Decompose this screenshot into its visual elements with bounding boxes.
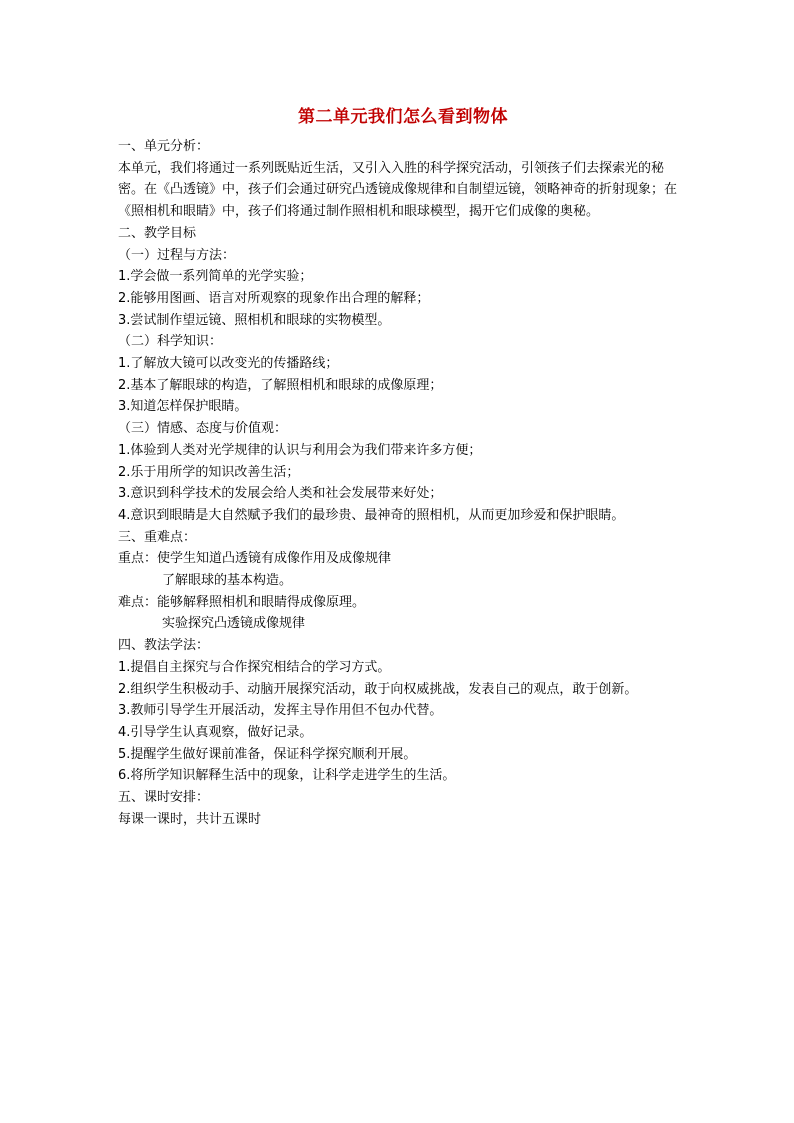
document-page	[118, 104, 688, 831]
list-item: 1.了解放大镜可以改变光的传播路线；	[118, 356, 339, 372]
document-title: 第二单元我们怎么看到物体	[298, 107, 508, 127]
difficulty-line: 难点：能够解释照相机和眼睛得成像原理。	[118, 594, 366, 610]
section-heading-teaching-goals: 二、教学目标	[118, 225, 197, 241]
key-point-line: 重点：使学生知道凸透镜有成像作用及成像规律	[118, 551, 392, 567]
list-item: 2.组织学生积极动手、动脑开展探究活动，敢于向权威挑战，发表自己的观点，敢于创新。	[118, 681, 638, 697]
list-item: 3.教师引导学生开展活动，发挥主导作用但不包办代替。	[118, 703, 443, 719]
goal-group-heading-process: （一）过程与方法：	[118, 247, 236, 263]
unit-analysis-paragraph: 本单元，我们将通过一系列既贴近生活，又引入入胜的科学探究活动，引领孩子们去探索光的秘密。在《凸透镜》中，孩子们会通过研究凸透镜成像规律和自制望远镜，领略神奇的折射现象；在《照相机和眼睛》中，孩子们将通过制作照相机和眼球模型，揭开它们成像的奥秘。	[118, 160, 678, 220]
section-heading-methods: 四、教法学法：	[118, 638, 210, 654]
list-item: 1.提倡自主探究与合作探究相结合的学习方式。	[118, 659, 391, 675]
goal-group-heading-attitude: （三）情感、态度与价值观：	[118, 421, 288, 437]
difficulty-line: 实验探究凸透镜成像规律	[162, 616, 306, 632]
list-item: 2.能够用图画、语言对所观察的现象作出合理的解释；	[118, 290, 430, 306]
list-item: 6.将所学知识解释生活中的现象，让科学走进学生的生活。	[118, 768, 456, 784]
schedule-text: 每课一课时，共计五课时	[118, 811, 262, 827]
list-item: 3.知道怎样保护眼睛。	[118, 399, 248, 415]
list-item: 3.尝试制作望远镜、照相机和眼球的实物模型。	[118, 312, 391, 328]
list-item: 5.提醒学生做好课前准备，保证科学探究顺利开展。	[118, 746, 417, 762]
list-item: 1.体验到人类对光学规律的认识与利用会为我们带来许多方便；	[118, 442, 482, 458]
goal-group-heading-knowledge: （二）科学知识：	[118, 334, 223, 350]
list-item: 3.意识到科学技术的发展会给人类和社会发展带来好处；	[118, 486, 443, 502]
section-heading-schedule: 五、课时安排：	[118, 790, 210, 806]
list-item: 4.意识到眼睛是大自然赋予我们的最珍贵、最神奇的照相机，从而更加珍爱和保护眼睛。	[118, 507, 625, 523]
list-item: 2.乐于用所学的知识改善生活；	[118, 464, 300, 480]
list-item: 4.引导学生认真观察，做好记录。	[118, 724, 313, 740]
list-item: 1.学会做一系列简单的光学实验；	[118, 269, 313, 285]
key-point-line: 了解眼球的基本构造。	[162, 573, 293, 589]
list-item: 2.基本了解眼球的构造，了解照相机和眼球的成像原理；	[118, 377, 443, 393]
section-heading-key-points: 三、重难点：	[118, 529, 197, 545]
section-heading-unit-analysis: 一、单元分析：	[118, 139, 210, 154]
